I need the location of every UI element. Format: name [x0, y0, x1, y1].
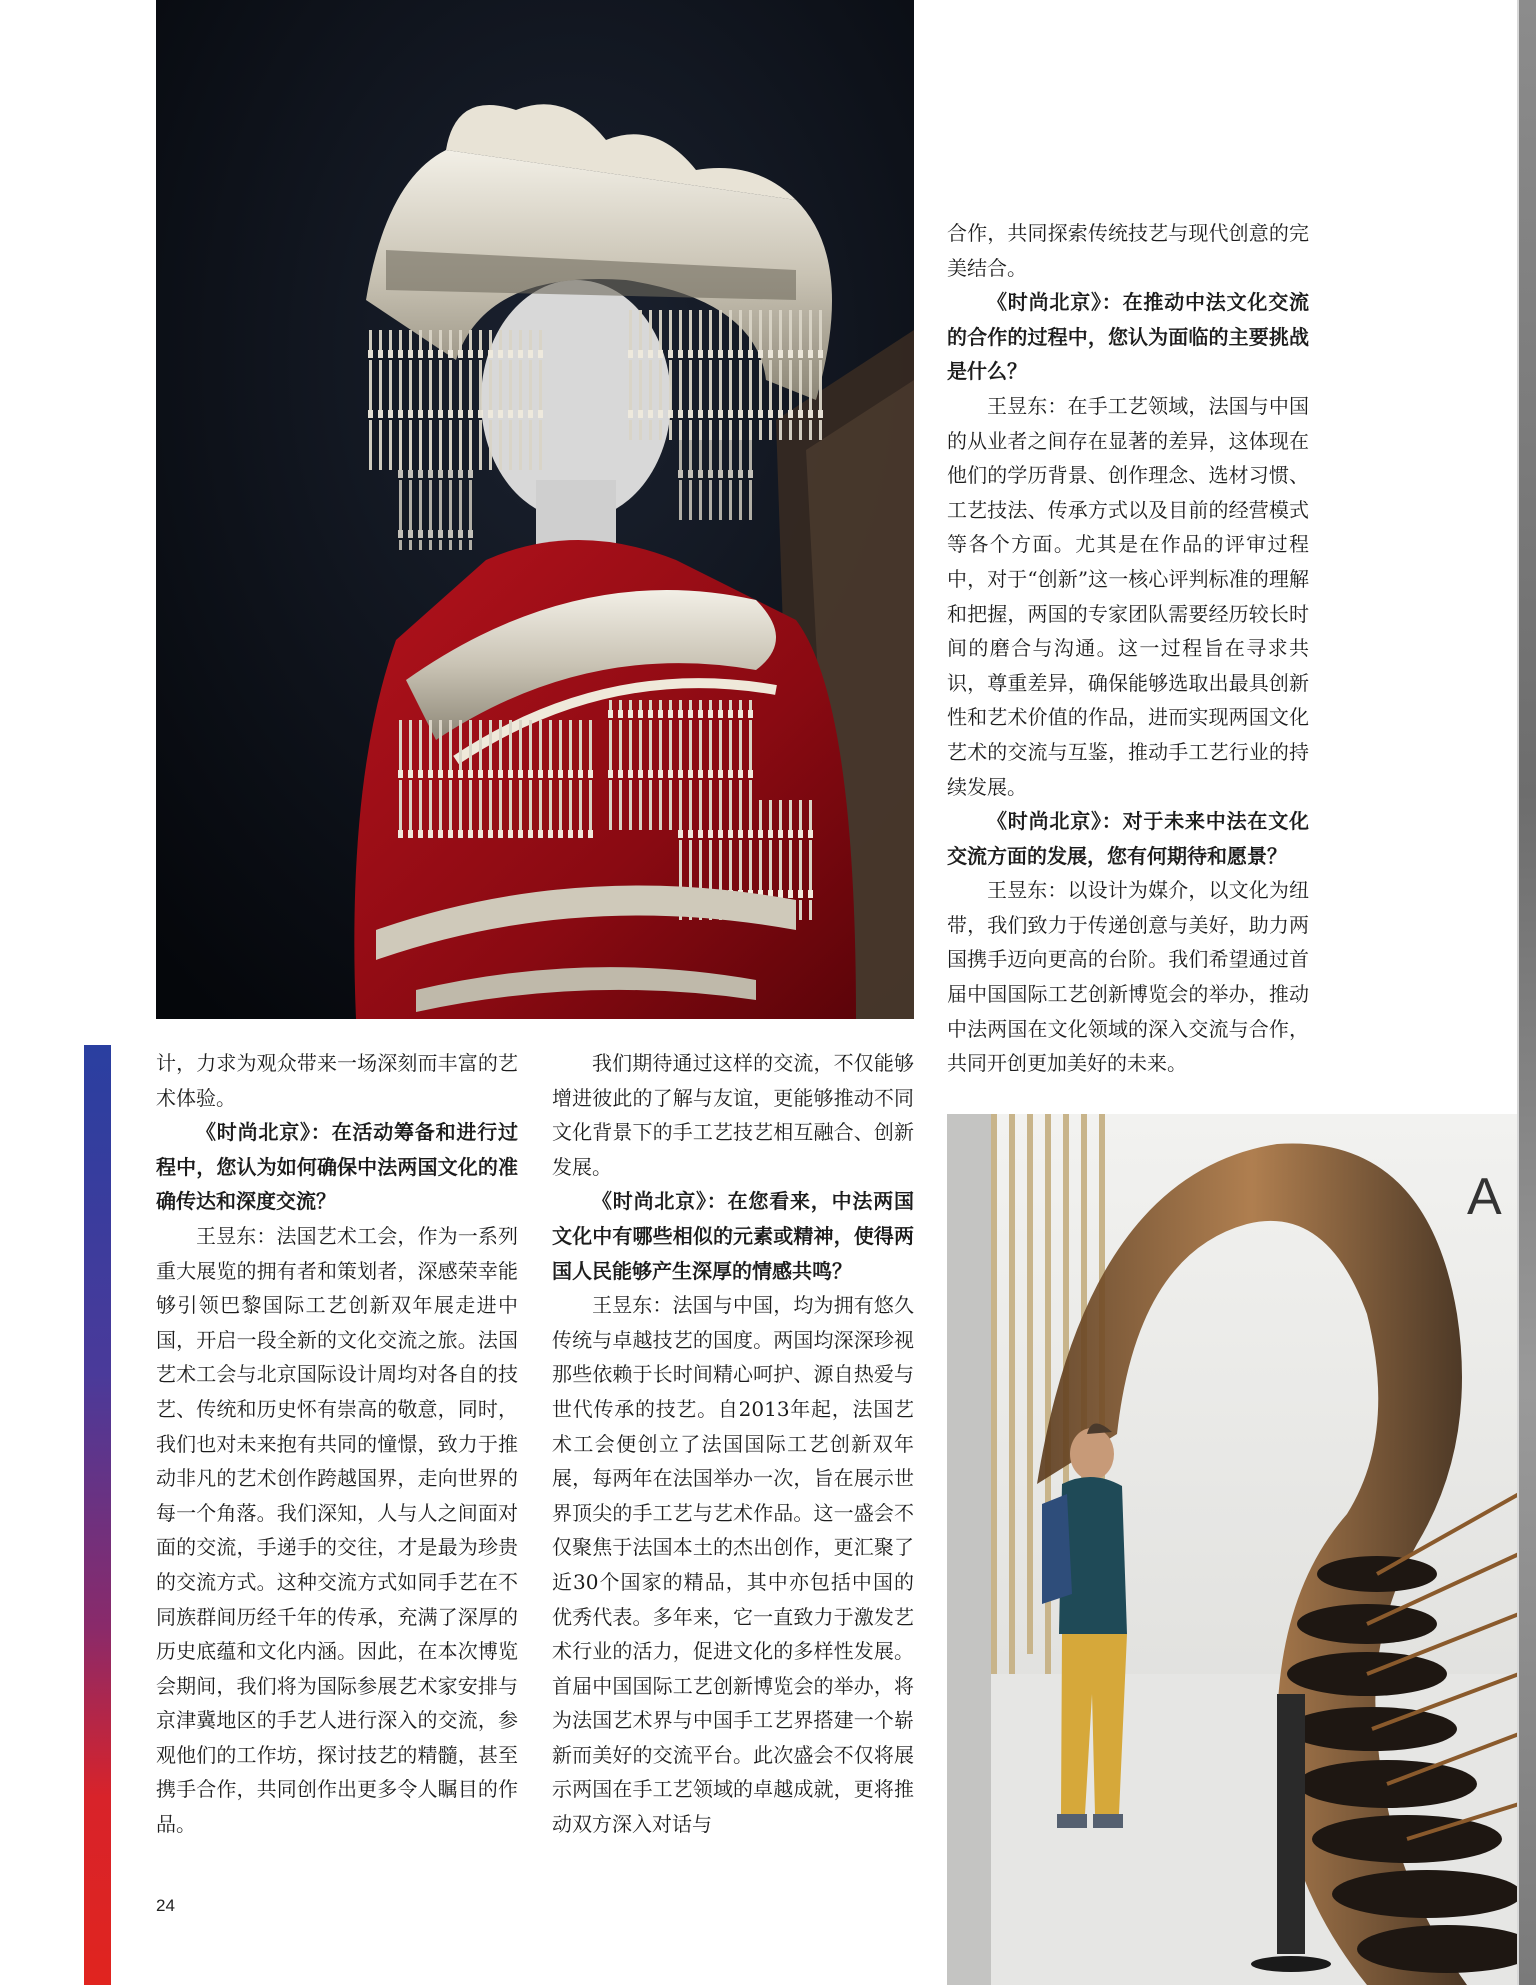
interview-question: 《时尚北京》：对于未来中法在文化交流方面的发展，您有何期待和愿景？ — [947, 809, 1309, 868]
interview-question: 《时尚北京》：在您看来，中法两国文化中有哪些相似的元素或精神，使得两国人民能够产生深厚的情感共鸣？ — [552, 1189, 914, 1283]
interview-answer: 王昱东：在手工艺领域，法国与中国的从业者之间存在显著的差异，这体现在他们的学历背景、创作理念、选材习惯、工艺技法、传承方式以及目前的经营模式等各个方面。尤其是在作品的评审过程中，对于“创新”这一核心评判标准的理解和把握，两国的专家团队需要经历较长时间的磨合与沟通。这一过程旨在寻求共识，尊重差异，确保能够选取出最具创新性和艺术价值的作品，进而实现两国文化艺术的交流与互鉴，推动手工艺行业的持续发展。 — [947, 393, 1309, 799]
headdress-illustration — [156, 0, 914, 1019]
text-column-2 — [552, 1046, 914, 1842]
text-column-1 — [156, 1046, 518, 1842]
interview-question: 《时尚北京》：在推动中法文化交流的合作的过程中，您认为面临的主要挑战是什么？ — [947, 290, 1309, 384]
sculpture-photo — [947, 1114, 1519, 1985]
paragraph: 合作，共同探索传统技艺与现代创意的完美结合。 — [947, 221, 1309, 280]
paragraph: 计，力求为观众带来一场深刻而丰富的艺术体验。 — [156, 1051, 518, 1110]
sculpture-illustration — [947, 1114, 1519, 1985]
decorative-color-bar — [84, 1045, 111, 1985]
text-column-3 — [947, 216, 1309, 1081]
paragraph: 我们期待通过这样的交流，不仅能够增进彼此的了解与友谊，更能够推动不同文化背景下的手工艺技艺相互融合、创新发展。 — [552, 1051, 914, 1179]
interview-answer: 王昱东：法国艺术工会，作为一系列重大展览的拥有者和策划者，深感荣幸能够引领巴黎国际工艺创新双年展走进中国，开启一段全新的文化交流之旅。法国艺术工会与北京国际设计周均对各自的技艺、传统和历史怀有崇高的敬意，同时，我们也对未来抱有共同的憧憬，致力于推动非凡的艺术创作跨越国界，走向世界的每一个角落。我们深知，人与人之间面对面的交流，手递手的交往，才是最为珍贵的交流方式。这种交流方式如同手艺在不同族群间历经千年的传承，充满了深厚的历史底蕴和文化内涵。因此，在本次博览会期间，我们将为国际参展艺术家安排与京津冀地区的手艺人进行深入的交流，参观他们的工作坊，探讨技艺的精髓，甚至携手合作，共同创作出更多令人瞩目的作品。 — [156, 1223, 518, 1837]
sign-letter: A — [1467, 1168, 1502, 1226]
interview-question: 《时尚北京》：在活动筹备和进行过程中，您认为如何确保中法两国文化的准确传达和深度交流？ — [156, 1120, 518, 1214]
headdress-photo — [156, 0, 914, 1019]
facing-page-edge — [1519, 0, 1536, 1985]
interview-answer: 王昱东：以设计为媒介，以文化为纽带，我们致力于传递创意与美好，助力两国携手迈向更高的台阶。我们希望通过首届中国国际工艺创新博览会的举办，推动中法两国在文化领域的深入交流与合作，共同开创更加美好的未来。 — [947, 878, 1309, 1076]
page-number: 24 — [156, 1896, 175, 1915]
interview-answer: 王昱东：法国与中国，均为拥有悠久传统与卓越技艺的国度。两国均深深珍视那些依赖于长时间精心呵护、源自热爱与世代传承的技艺。自2013年起，法国艺术工会便创立了法国国际工艺创新双年展，每两年在法国举办一次，旨在展示世界顶尖的手工艺与艺术作品。这一盛会不仅聚焦于法国本土的杰出创作，更汇聚了近30个国家的精品，其中亦包括中国的优秀代表。多年来，它一直致力于激发艺术行业的活力，促进文化的多样性发展。首届中国国际工艺创新博览会的举办，将为法国艺术界与中国手工艺界搭建一个崭新而美好的交流平台。此次盛会不仅将展示两国在手工艺领域的卓越成就，更将推动双方深入对话与 — [552, 1293, 914, 1837]
